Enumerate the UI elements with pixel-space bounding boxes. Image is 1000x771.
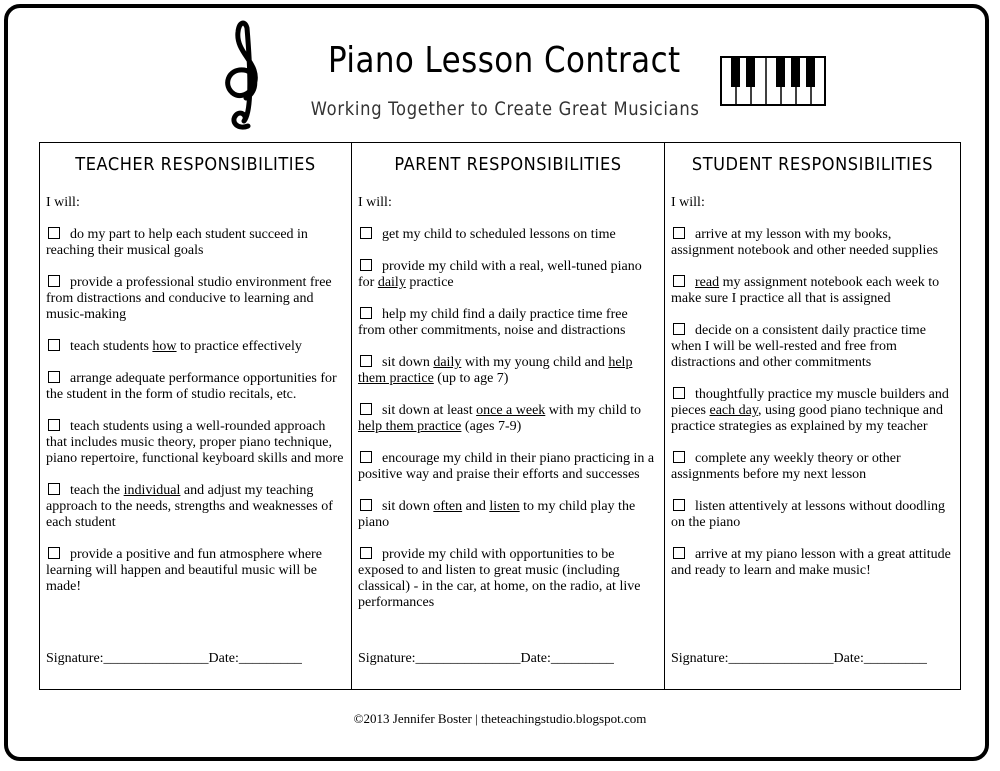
item-text: arrange adequate performance opportunities for the student in the form of studio recitals, etc.	[46, 371, 337, 402]
checkbox-icon[interactable]	[673, 499, 685, 511]
checklist-item	[358, 403, 658, 435]
checkbox-icon[interactable]	[360, 451, 372, 463]
item-text: my assignment notebook each week to make sure I practice all that is assigned	[671, 275, 940, 306]
item-text: provide a positive and fun atmosphere where learning will happen and beautiful music will be made!	[46, 547, 322, 594]
item-text: provide a professional studio environment free from distractions and conducive to learning and music-making	[46, 275, 332, 322]
checkbox-icon[interactable]	[673, 323, 685, 335]
checkbox-icon[interactable]	[48, 371, 60, 383]
column-heading: TEACHER RESPONSIBILITIES	[75, 153, 316, 175]
item-text: sit down	[382, 355, 434, 370]
column-intro: I will:	[46, 195, 80, 210]
item-text: thoughtfully practice my muscle builders and pieces	[671, 387, 949, 418]
checklist-item	[671, 499, 954, 531]
item-text: listen attentively at lessons without doodling on the piano	[671, 499, 946, 530]
item-text: teach the	[70, 483, 124, 498]
item-text: (up to age 7)	[433, 371, 509, 386]
item-text: with my child to	[545, 403, 641, 418]
item-list	[358, 227, 658, 611]
signature-line: Signature:_______________Date:_________	[671, 651, 927, 666]
parent-column	[351, 143, 664, 689]
column-heading: PARENT RESPONSIBILITIES	[394, 153, 622, 175]
checkbox-icon[interactable]	[48, 419, 60, 431]
checkbox-icon[interactable]	[48, 547, 60, 559]
item-list	[46, 227, 345, 595]
item-text: with my young child and	[461, 355, 609, 370]
item-text: do my part to help each student succeed in reaching their musical goals	[46, 227, 308, 258]
item-text: arrive at my piano lesson with a great attitude and ready to learn and make music!	[671, 547, 951, 578]
item-text: (ages 7-9)	[461, 419, 522, 434]
checklist-item	[46, 371, 345, 403]
item-text: help my child find a daily practice time free from other commitments, noise and distractions	[358, 307, 628, 338]
checkbox-icon[interactable]	[673, 387, 685, 399]
checklist-item	[358, 259, 658, 291]
checklist-item	[46, 227, 345, 259]
teacher-column	[40, 143, 351, 689]
checklist-item	[358, 451, 658, 483]
column-heading: STUDENT RESPONSIBILITIES	[691, 153, 934, 175]
column-intro: I will:	[671, 195, 705, 210]
underlined-text: listen	[489, 499, 520, 514]
item-text: sit down at least	[382, 403, 477, 418]
checkbox-icon[interactable]	[360, 403, 372, 415]
checklist-item	[46, 339, 345, 355]
checkbox-icon[interactable]	[673, 547, 685, 559]
copyright-footer: ©2013 Jennifer Boster | theteachingstudio.blogspot.com	[353, 711, 647, 726]
checklist-item	[358, 547, 658, 611]
page-subtitle: Working Together to Create Great Musicians	[310, 98, 700, 120]
item-text: sit down	[382, 499, 434, 514]
underlined-text: often	[433, 499, 463, 514]
item-text: get my child to scheduled lessons on time	[382, 227, 616, 242]
checklist-item	[358, 307, 658, 339]
item-text: encourage my child in their piano practicing in a positive way and praise their efforts and successes	[358, 451, 655, 482]
responsibilities-table	[39, 142, 961, 690]
checklist-item	[46, 483, 345, 531]
checklist-item	[46, 547, 345, 595]
checkbox-icon[interactable]	[360, 307, 372, 319]
treble-clef-icon	[214, 18, 274, 136]
student-column	[664, 143, 960, 689]
checkbox-icon[interactable]	[360, 355, 372, 367]
underlined-text: individual	[123, 483, 181, 498]
item-text: and	[462, 499, 490, 514]
item-text: practice	[405, 275, 454, 290]
checkbox-icon[interactable]	[360, 547, 372, 559]
checkbox-icon[interactable]	[673, 451, 685, 463]
column-intro: I will:	[358, 195, 392, 210]
checklist-item	[671, 387, 954, 435]
checkbox-icon[interactable]	[48, 339, 60, 351]
page-title: Piano Lesson Contract	[328, 40, 681, 81]
checkbox-icon[interactable]	[673, 227, 685, 239]
checkbox-icon[interactable]	[360, 259, 372, 271]
checklist-item	[358, 355, 658, 387]
signature-line: Signature:_______________Date:_________	[358, 651, 614, 666]
checklist-item	[358, 499, 658, 531]
item-text: teach students using a well-rounded approach that includes music theory, proper piano technique, piano repertoire, functional keyboard skills and more	[46, 419, 344, 466]
checkbox-icon[interactable]	[360, 227, 372, 239]
item-text: and adjust my teaching approach to the needs, strengths and weaknesses of each student	[46, 483, 333, 530]
item-text: to my child play the piano	[358, 499, 636, 530]
item-list	[671, 227, 954, 579]
underlined-text: help them practice	[358, 419, 462, 434]
item-text: teach students	[70, 339, 153, 354]
checklist-item	[671, 275, 954, 307]
checklist-item	[671, 547, 954, 579]
item-text: provide my child with a real, well-tuned piano for	[358, 259, 642, 290]
checklist-item	[46, 275, 345, 323]
item-text: decide on a consistent daily practice time when I will be well-rested and free from distractions and other commitments	[671, 323, 926, 370]
checklist-item	[671, 323, 954, 371]
checklist-item	[46, 419, 345, 467]
underlined-text: daily	[377, 275, 406, 290]
item-text: to practice effectively	[176, 339, 302, 354]
underlined-text: once a week	[476, 403, 546, 418]
checkbox-icon[interactable]	[673, 275, 685, 287]
underlined-text: each day	[709, 403, 758, 418]
underlined-text: help them practice	[358, 355, 633, 386]
underlined-text: how	[152, 339, 177, 354]
checklist-item	[671, 227, 954, 259]
item-text: complete any weekly theory or other assignments before my next lesson	[671, 451, 901, 482]
checkbox-icon[interactable]	[48, 275, 60, 287]
checkbox-icon[interactable]	[48, 227, 60, 239]
item-text: arrive at my lesson with my books, assignment notebook and other needed supplies	[671, 227, 939, 258]
checklist-item	[358, 227, 658, 243]
checkbox-icon[interactable]	[360, 499, 372, 511]
signature-line: Signature:_______________Date:_________	[46, 651, 302, 666]
piano-keys-icon	[720, 56, 826, 106]
underlined-text: daily	[433, 355, 462, 370]
checklist-item	[671, 451, 954, 483]
item-text: provide my child with opportunities to be exposed to and listen to great music (including classical) - in the car, at home, on the radio, at live performances	[358, 547, 641, 610]
checkbox-icon[interactable]	[48, 483, 60, 495]
underlined-text: read	[695, 275, 720, 290]
item-text: , using good piano technique and practice strategies as explained by my teacher	[671, 403, 944, 434]
